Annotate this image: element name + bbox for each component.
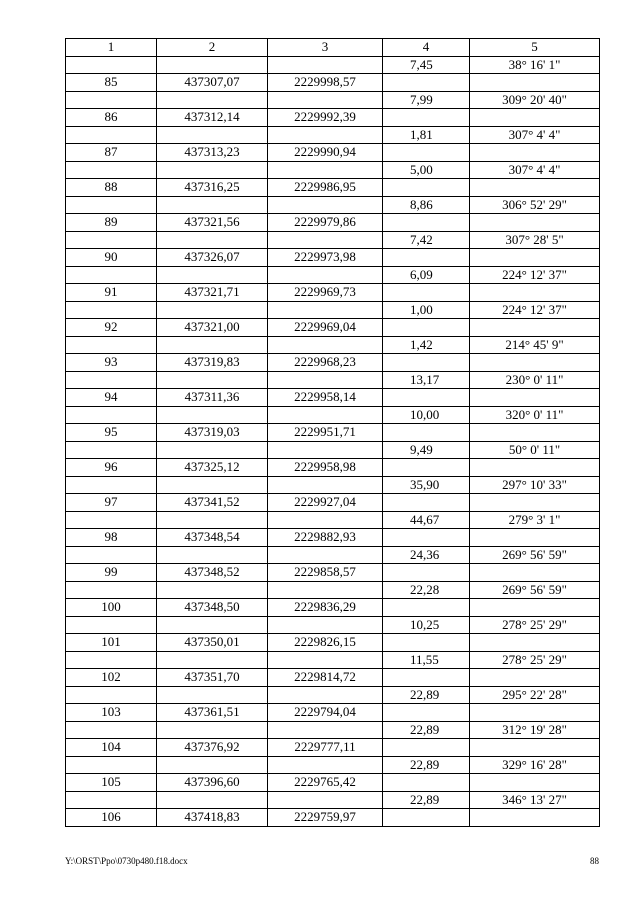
point-number-cell-empty xyxy=(66,511,157,529)
y-coordinate-cell: 2229979,86 xyxy=(268,214,383,232)
point-number-cell-empty xyxy=(66,546,157,564)
x-coordinate-cell-empty xyxy=(157,406,268,424)
table-row-point xyxy=(66,774,600,792)
distance-cell-empty xyxy=(383,529,470,547)
x-coordinate-cell: 437361,51 xyxy=(157,704,268,722)
distance-cell-empty xyxy=(383,459,470,477)
distance-cell-empty xyxy=(383,739,470,757)
direction-angle-cell-empty xyxy=(470,354,600,372)
header-cell-1: 1 xyxy=(66,39,157,57)
direction-angle-cell-empty xyxy=(470,809,600,827)
y-coordinate-cell-empty xyxy=(268,266,383,284)
x-coordinate-cell: 437326,07 xyxy=(157,249,268,267)
y-coordinate-cell: 2229986,95 xyxy=(268,179,383,197)
y-coordinate-cell: 2229765,42 xyxy=(268,774,383,792)
point-number-cell: 97 xyxy=(66,494,157,512)
table-row-point xyxy=(66,634,600,652)
distance-cell-empty xyxy=(383,319,470,337)
x-coordinate-cell-empty xyxy=(157,581,268,599)
header-cell-3: 3 xyxy=(268,39,383,57)
direction-angle-cell-empty xyxy=(470,389,600,407)
x-coordinate-cell-empty xyxy=(157,336,268,354)
table-row-segment xyxy=(66,126,600,144)
point-number-cell-empty xyxy=(66,266,157,284)
y-coordinate-cell-empty xyxy=(268,791,383,809)
x-coordinate-cell: 437341,52 xyxy=(157,494,268,512)
table-row-segment xyxy=(66,231,600,249)
y-coordinate-cell: 2229826,15 xyxy=(268,634,383,652)
table-row-point xyxy=(66,74,600,92)
point-number-cell-empty xyxy=(66,371,157,389)
y-coordinate-cell-empty xyxy=(268,721,383,739)
distance-cell-empty xyxy=(383,634,470,652)
distance-cell: 7,42 xyxy=(383,231,470,249)
y-coordinate-cell: 2229882,93 xyxy=(268,529,383,547)
point-number-cell: 94 xyxy=(66,389,157,407)
point-number-cell: 96 xyxy=(66,459,157,477)
y-coordinate-cell-empty xyxy=(268,511,383,529)
table-row-segment xyxy=(66,616,600,634)
table-row-segment xyxy=(66,56,600,74)
y-coordinate-cell-empty xyxy=(268,686,383,704)
table-row-point xyxy=(66,704,600,722)
table-row-segment xyxy=(66,476,600,494)
y-coordinate-cell-empty xyxy=(268,546,383,564)
footer-file-path: Y:\ORST\Ppo\0730p480.f18.docx xyxy=(65,856,188,866)
y-coordinate-cell-empty xyxy=(268,161,383,179)
distance-cell: 22,89 xyxy=(383,686,470,704)
distance-cell: 1,81 xyxy=(383,126,470,144)
table-row-segment xyxy=(66,546,600,564)
direction-angle-cell: 307° 4' 4" xyxy=(470,126,600,144)
point-number-cell-empty xyxy=(66,721,157,739)
y-coordinate-cell: 2229759,97 xyxy=(268,809,383,827)
point-number-cell: 100 xyxy=(66,599,157,617)
y-coordinate-cell: 2229992,39 xyxy=(268,109,383,127)
y-coordinate-cell: 2229814,72 xyxy=(268,669,383,687)
table-row-point xyxy=(66,109,600,127)
x-coordinate-cell-empty xyxy=(157,476,268,494)
distance-cell: 10,00 xyxy=(383,406,470,424)
x-coordinate-cell: 437316,25 xyxy=(157,179,268,197)
direction-angle-cell: 297° 10' 33" xyxy=(470,476,600,494)
y-coordinate-cell-empty xyxy=(268,616,383,634)
table-row-point xyxy=(66,354,600,372)
table-row-point xyxy=(66,669,600,687)
distance-cell: 6,09 xyxy=(383,266,470,284)
x-coordinate-cell: 437348,50 xyxy=(157,599,268,617)
point-number-cell xyxy=(66,56,157,74)
y-coordinate-cell-empty xyxy=(268,196,383,214)
y-coordinate-cell xyxy=(268,56,383,74)
point-number-cell: 93 xyxy=(66,354,157,372)
distance-cell: 35,90 xyxy=(383,476,470,494)
direction-angle-cell: 309° 20' 40" xyxy=(470,91,600,109)
distance-cell-empty xyxy=(383,494,470,512)
y-coordinate-cell: 2229836,29 xyxy=(268,599,383,617)
table-row-segment xyxy=(66,406,600,424)
direction-angle-cell: 312° 19' 28" xyxy=(470,721,600,739)
x-coordinate-cell-empty xyxy=(157,231,268,249)
table-row-point xyxy=(66,389,600,407)
distance-cell: 1,00 xyxy=(383,301,470,319)
point-number-cell-empty xyxy=(66,406,157,424)
y-coordinate-cell-empty xyxy=(268,126,383,144)
table-row-segment xyxy=(66,196,600,214)
x-coordinate-cell-empty xyxy=(157,301,268,319)
point-number-cell-empty xyxy=(66,686,157,704)
direction-angle-cell-empty xyxy=(470,634,600,652)
table-row-segment xyxy=(66,721,600,739)
point-number-cell: 85 xyxy=(66,74,157,92)
table-row-segment xyxy=(66,91,600,109)
y-coordinate-cell: 2229958,98 xyxy=(268,459,383,477)
y-coordinate-cell: 2229858,57 xyxy=(268,564,383,582)
point-number-cell: 86 xyxy=(66,109,157,127)
x-coordinate-cell: 437348,52 xyxy=(157,564,268,582)
y-coordinate-cell-empty xyxy=(268,441,383,459)
footer-page-number: 88 xyxy=(590,856,599,866)
x-coordinate-cell: 437396,60 xyxy=(157,774,268,792)
x-coordinate-cell xyxy=(157,56,268,74)
coordinates-table xyxy=(65,38,600,827)
table-row-segment xyxy=(66,336,600,354)
direction-angle-cell: 214° 45' 9" xyxy=(470,336,600,354)
y-coordinate-cell: 2229990,94 xyxy=(268,144,383,162)
table-row-point xyxy=(66,739,600,757)
x-coordinate-cell: 437348,54 xyxy=(157,529,268,547)
point-number-cell-empty xyxy=(66,581,157,599)
distance-cell-empty xyxy=(383,284,470,302)
distance-cell: 11,55 xyxy=(383,651,470,669)
direction-angle-cell-empty xyxy=(470,424,600,442)
y-coordinate-cell: 2229958,14 xyxy=(268,389,383,407)
table-row-segment xyxy=(66,301,600,319)
direction-angle-cell: 230° 0' 11" xyxy=(470,371,600,389)
y-coordinate-cell: 2229969,04 xyxy=(268,319,383,337)
distance-cell-empty xyxy=(383,179,470,197)
direction-angle-cell: 278° 25' 29" xyxy=(470,616,600,634)
x-coordinate-cell: 437351,70 xyxy=(157,669,268,687)
x-coordinate-cell: 437350,01 xyxy=(157,634,268,652)
distance-cell: 44,67 xyxy=(383,511,470,529)
distance-cell-empty xyxy=(383,599,470,617)
distance-cell-empty xyxy=(383,74,470,92)
distance-cell-empty xyxy=(383,249,470,267)
table-header-row xyxy=(66,39,600,57)
direction-angle-cell-empty xyxy=(470,529,600,547)
x-coordinate-cell-empty xyxy=(157,441,268,459)
direction-angle-cell-empty xyxy=(470,739,600,757)
direction-angle-cell: 269° 56' 59" xyxy=(470,546,600,564)
table-row-point xyxy=(66,424,600,442)
point-number-cell: 103 xyxy=(66,704,157,722)
distance-cell: 22,28 xyxy=(383,581,470,599)
table-row-segment xyxy=(66,511,600,529)
y-coordinate-cell: 2229969,73 xyxy=(268,284,383,302)
x-coordinate-cell: 437376,92 xyxy=(157,739,268,757)
direction-angle-cell: 307° 4' 4" xyxy=(470,161,600,179)
x-coordinate-cell: 437312,14 xyxy=(157,109,268,127)
distance-cell-empty xyxy=(383,389,470,407)
direction-angle-cell-empty xyxy=(470,74,600,92)
y-coordinate-cell: 2229794,04 xyxy=(268,704,383,722)
table-row-segment xyxy=(66,581,600,599)
coordinates-table-body xyxy=(66,39,600,827)
table-row-point xyxy=(66,564,600,582)
x-coordinate-cell-empty xyxy=(157,266,268,284)
distance-cell: 13,17 xyxy=(383,371,470,389)
x-coordinate-cell-empty xyxy=(157,721,268,739)
distance-cell-empty xyxy=(383,144,470,162)
table-row-segment xyxy=(66,756,600,774)
table-row-point xyxy=(66,494,600,512)
x-coordinate-cell-empty xyxy=(157,511,268,529)
distance-cell-empty xyxy=(383,214,470,232)
direction-angle-cell-empty xyxy=(470,669,600,687)
point-number-cell: 102 xyxy=(66,669,157,687)
point-number-cell: 91 xyxy=(66,284,157,302)
x-coordinate-cell: 437313,23 xyxy=(157,144,268,162)
direction-angle-cell-empty xyxy=(470,494,600,512)
y-coordinate-cell-empty xyxy=(268,231,383,249)
header-cell-5: 5 xyxy=(470,39,600,57)
y-coordinate-cell: 2229777,11 xyxy=(268,739,383,757)
direction-angle-cell-empty xyxy=(470,179,600,197)
x-coordinate-cell-empty xyxy=(157,616,268,634)
x-coordinate-cell-empty xyxy=(157,126,268,144)
point-number-cell-empty xyxy=(66,336,157,354)
header-cell-2: 2 xyxy=(157,39,268,57)
y-coordinate-cell: 2229973,98 xyxy=(268,249,383,267)
direction-angle-cell-empty xyxy=(470,599,600,617)
x-coordinate-cell-empty xyxy=(157,91,268,109)
distance-cell-empty xyxy=(383,424,470,442)
point-number-cell-empty xyxy=(66,161,157,179)
point-number-cell: 101 xyxy=(66,634,157,652)
table-row-segment xyxy=(66,651,600,669)
point-number-cell: 88 xyxy=(66,179,157,197)
distance-cell-empty xyxy=(383,354,470,372)
distance-cell: 24,36 xyxy=(383,546,470,564)
y-coordinate-cell-empty xyxy=(268,91,383,109)
table-row-segment xyxy=(66,266,600,284)
direction-angle-cell-empty xyxy=(470,704,600,722)
direction-angle-cell-empty xyxy=(470,214,600,232)
y-coordinate-cell: 2229968,23 xyxy=(268,354,383,372)
distance-cell: 9,49 xyxy=(383,441,470,459)
direction-angle-cell-empty xyxy=(470,564,600,582)
x-coordinate-cell-empty xyxy=(157,196,268,214)
point-number-cell-empty xyxy=(66,791,157,809)
distance-cell: 5,00 xyxy=(383,161,470,179)
y-coordinate-cell-empty xyxy=(268,301,383,319)
point-number-cell-empty xyxy=(66,196,157,214)
point-number-cell: 104 xyxy=(66,739,157,757)
direction-angle-cell: 329° 16' 28" xyxy=(470,756,600,774)
y-coordinate-cell: 2229998,57 xyxy=(268,74,383,92)
direction-angle-cell: 224° 12' 37" xyxy=(470,266,600,284)
x-coordinate-cell-empty xyxy=(157,546,268,564)
distance-cell: 8,86 xyxy=(383,196,470,214)
direction-angle-cell: 224° 12' 37" xyxy=(470,301,600,319)
y-coordinate-cell-empty xyxy=(268,406,383,424)
direction-angle-cell-empty xyxy=(470,109,600,127)
x-coordinate-cell-empty xyxy=(157,371,268,389)
y-coordinate-cell-empty xyxy=(268,336,383,354)
table-row-point xyxy=(66,459,600,477)
table-row-segment xyxy=(66,791,600,809)
table-row-point xyxy=(66,214,600,232)
table-row-point xyxy=(66,529,600,547)
x-coordinate-cell: 437319,83 xyxy=(157,354,268,372)
table-row-point xyxy=(66,284,600,302)
table-row-point xyxy=(66,809,600,827)
x-coordinate-cell: 437418,83 xyxy=(157,809,268,827)
y-coordinate-cell-empty xyxy=(268,756,383,774)
direction-angle-cell: 38° 16' 1" xyxy=(470,56,600,74)
direction-angle-cell-empty xyxy=(470,284,600,302)
y-coordinate-cell-empty xyxy=(268,651,383,669)
direction-angle-cell: 306° 52' 29" xyxy=(470,196,600,214)
y-coordinate-cell-empty xyxy=(268,476,383,494)
distance-cell-empty xyxy=(383,564,470,582)
direction-angle-cell-empty xyxy=(470,144,600,162)
direction-angle-cell: 50° 0' 11" xyxy=(470,441,600,459)
distance-cell: 22,89 xyxy=(383,721,470,739)
x-coordinate-cell: 437319,03 xyxy=(157,424,268,442)
point-number-cell: 105 xyxy=(66,774,157,792)
table-row-segment xyxy=(66,686,600,704)
point-number-cell-empty xyxy=(66,616,157,634)
table-row-segment xyxy=(66,441,600,459)
x-coordinate-cell-empty xyxy=(157,651,268,669)
table-row-segment xyxy=(66,371,600,389)
distance-cell-empty xyxy=(383,774,470,792)
point-number-cell-empty xyxy=(66,301,157,319)
direction-angle-cell-empty xyxy=(470,249,600,267)
x-coordinate-cell: 437311,36 xyxy=(157,389,268,407)
point-number-cell-empty xyxy=(66,651,157,669)
x-coordinate-cell: 437325,12 xyxy=(157,459,268,477)
x-coordinate-cell: 437321,00 xyxy=(157,319,268,337)
distance-cell-empty xyxy=(383,809,470,827)
distance-cell-empty xyxy=(383,704,470,722)
point-number-cell: 90 xyxy=(66,249,157,267)
point-number-cell-empty xyxy=(66,126,157,144)
point-number-cell: 98 xyxy=(66,529,157,547)
header-cell-4: 4 xyxy=(383,39,470,57)
x-coordinate-cell-empty xyxy=(157,791,268,809)
y-coordinate-cell-empty xyxy=(268,581,383,599)
distance-cell: 22,89 xyxy=(383,791,470,809)
y-coordinate-cell: 2229951,71 xyxy=(268,424,383,442)
point-number-cell-empty xyxy=(66,441,157,459)
table-row-point xyxy=(66,144,600,162)
distance-cell: 7,45 xyxy=(383,56,470,74)
point-number-cell-empty xyxy=(66,476,157,494)
y-coordinate-cell: 2229927,04 xyxy=(268,494,383,512)
x-coordinate-cell: 437307,07 xyxy=(157,74,268,92)
point-number-cell: 89 xyxy=(66,214,157,232)
table-row-segment xyxy=(66,161,600,179)
direction-angle-cell-empty xyxy=(470,459,600,477)
point-number-cell: 106 xyxy=(66,809,157,827)
table-row-point xyxy=(66,249,600,267)
distance-cell-empty xyxy=(383,669,470,687)
x-coordinate-cell-empty xyxy=(157,756,268,774)
point-number-cell-empty xyxy=(66,231,157,249)
table-row-point xyxy=(66,599,600,617)
direction-angle-cell: 320° 0' 11" xyxy=(470,406,600,424)
x-coordinate-cell-empty xyxy=(157,161,268,179)
distance-cell: 7,99 xyxy=(383,91,470,109)
x-coordinate-cell-empty xyxy=(157,686,268,704)
point-number-cell-empty xyxy=(66,91,157,109)
point-number-cell: 92 xyxy=(66,319,157,337)
point-number-cell-empty xyxy=(66,756,157,774)
table-row-point xyxy=(66,319,600,337)
y-coordinate-cell-empty xyxy=(268,371,383,389)
point-number-cell: 87 xyxy=(66,144,157,162)
direction-angle-cell: 269° 56' 59" xyxy=(470,581,600,599)
distance-cell: 10,25 xyxy=(383,616,470,634)
distance-cell: 1,42 xyxy=(383,336,470,354)
x-coordinate-cell: 437321,71 xyxy=(157,284,268,302)
direction-angle-cell: 346° 13' 27" xyxy=(470,791,600,809)
direction-angle-cell: 279° 3' 1" xyxy=(470,511,600,529)
direction-angle-cell-empty xyxy=(470,774,600,792)
direction-angle-cell-empty xyxy=(470,319,600,337)
point-number-cell: 95 xyxy=(66,424,157,442)
point-number-cell: 99 xyxy=(66,564,157,582)
x-coordinate-cell: 437321,56 xyxy=(157,214,268,232)
table-row-point xyxy=(66,179,600,197)
distance-cell-empty xyxy=(383,109,470,127)
distance-cell: 22,89 xyxy=(383,756,470,774)
direction-angle-cell: 278° 25' 29" xyxy=(470,651,600,669)
direction-angle-cell: 295° 22' 28" xyxy=(470,686,600,704)
direction-angle-cell: 307° 28' 5" xyxy=(470,231,600,249)
